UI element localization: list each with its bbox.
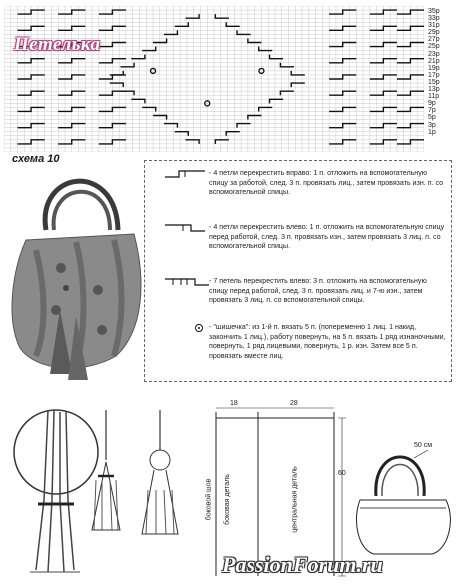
cable-mark — [58, 59, 85, 63]
cable-mark — [99, 43, 126, 47]
cable-mark — [370, 59, 397, 63]
cable-mark — [18, 26, 45, 30]
row-number: 3р — [428, 121, 436, 129]
row-number: 27р — [428, 36, 440, 44]
row-number: 5р — [428, 114, 436, 122]
cable-mark — [121, 91, 135, 95]
cable-mark — [131, 55, 145, 59]
cable-mark — [226, 22, 240, 26]
cable-mark — [370, 26, 397, 30]
handle-length-label: 50 см — [414, 442, 433, 449]
row-number: 35р — [428, 8, 440, 15]
cable-mark — [397, 124, 424, 128]
cable-mark — [329, 59, 356, 63]
cable-mark — [329, 75, 356, 79]
cable-mark — [58, 26, 85, 30]
cable-mark — [226, 132, 240, 136]
cable-mark — [121, 63, 135, 67]
cross-right-4-icon — [165, 169, 205, 179]
cable-mark — [18, 59, 45, 63]
cable-mark — [329, 107, 356, 111]
cross-left-4-icon — [165, 223, 205, 233]
cable-mark — [99, 26, 126, 30]
cable-mark — [370, 91, 397, 95]
cable-mark — [58, 107, 85, 111]
cable-mark — [370, 75, 397, 79]
cable-mark — [131, 99, 145, 103]
cable-mark — [329, 10, 356, 14]
cable-mark — [370, 124, 397, 128]
symbol-legend — [144, 160, 452, 382]
bag-photo — [6, 160, 146, 392]
row-number: 25р — [428, 43, 440, 51]
dim-height: 60 — [338, 470, 346, 477]
row-number: 15р — [428, 78, 440, 86]
cable-mark — [99, 124, 126, 128]
legend-text: - "шишечка": из 1-й п. вязать 5 п. (попеременно 1 лиц. 1 накид, закончить 1 лиц.), работу повернуть, на 5 п. вязать 1 ряд изнаночными, повернуть, 1 ряд лицевыми, повернуть, 1 р. изн. Затем все 5 п. провязать вместе лиц. — [209, 323, 446, 360]
row-number: 33р — [428, 15, 440, 23]
cable-mark — [142, 107, 156, 111]
cable-mark — [397, 10, 424, 14]
cable-mark — [397, 91, 424, 95]
site-logo: Петелька — [14, 34, 101, 55]
legend-text: - 4 петли перекрестить вправо: 1 п. отложить на вспомогательную спицу за работой, след. 3 п. провязать лиц., затем провязать изн. п. со вспомогательной спицы. — [209, 169, 444, 197]
row-number: 7р — [428, 107, 436, 115]
row-number: 11р — [428, 93, 440, 101]
row-number: 31р — [428, 22, 440, 30]
legend-item — [165, 169, 447, 198]
cable-mark — [397, 26, 424, 30]
watermark: PassionForum.ru — [222, 552, 383, 577]
row-number: 13р — [428, 86, 440, 94]
row-number: 9р — [428, 100, 436, 108]
cable-mark — [370, 140, 397, 144]
cable-mark — [259, 47, 273, 51]
cable-mark — [397, 43, 424, 47]
legend-text: - 7 петель перекрестить влево: 3 п. отложить на вспомогательную спицу перед работой, след. 3 п. провязать лиц. и 7-ю изн., затем провязать 3 лиц. п. со вспомогательной спицы. — [209, 277, 427, 305]
cable-mark — [99, 59, 126, 63]
legend-item — [165, 223, 447, 252]
cable-mark — [329, 124, 356, 128]
cable-mark — [329, 43, 356, 47]
cable-mark — [237, 124, 251, 128]
cable-mark — [370, 107, 397, 111]
side-seam-label: боковой шов — [205, 478, 213, 521]
center-part-label: центральная деталь — [291, 466, 299, 533]
cable-mark — [280, 91, 294, 95]
row-number: 19р — [428, 64, 440, 72]
cable-mark — [280, 63, 294, 67]
knitting-chart — [4, 6, 424, 152]
bobble-icon — [165, 323, 205, 333]
cable-mark — [291, 83, 305, 87]
cable-mark — [370, 10, 397, 14]
cable-mark — [397, 59, 424, 63]
cable-mark — [329, 91, 356, 95]
cable-mark — [370, 43, 397, 47]
cable-mark — [291, 71, 305, 75]
cable-mark — [175, 22, 189, 26]
cable-mark — [186, 14, 200, 18]
cable-mark — [99, 107, 126, 111]
cable-mark — [397, 75, 424, 79]
legend-item — [165, 277, 447, 306]
cable-mark — [110, 71, 124, 75]
cable-mark — [58, 140, 85, 144]
cable-mark — [175, 132, 189, 136]
cable-mark — [270, 55, 284, 59]
tassel-illustration — [8, 400, 198, 580]
cable-mark — [18, 10, 45, 14]
cable-mark — [18, 107, 45, 111]
cable-mark — [397, 107, 424, 111]
schema-title: схема 10 — [12, 153, 60, 165]
cable-mark — [99, 140, 126, 144]
cable-mark — [58, 124, 85, 128]
cable-mark — [237, 30, 251, 34]
cable-mark — [58, 91, 85, 95]
cable-mark — [215, 140, 229, 144]
cable-mark — [18, 91, 45, 95]
cable-mark — [186, 140, 200, 144]
cable-mark — [99, 10, 126, 14]
cable-mark — [215, 14, 229, 18]
cable-mark — [329, 140, 356, 144]
cable-mark — [18, 140, 45, 144]
row-number: 29р — [428, 29, 440, 37]
row-number: 21р — [428, 57, 440, 65]
row-number: 23р — [428, 50, 440, 58]
cable-mark — [164, 30, 178, 34]
row-number-column — [428, 8, 458, 136]
row-number: 1р — [428, 128, 436, 136]
bag-sketch — [352, 440, 456, 560]
cable-mark — [270, 99, 284, 103]
cable-mark — [58, 10, 85, 14]
cable-mark — [142, 47, 156, 51]
legend-text: - 4 петли перекрестить влево: 1 п. отложить на вспомогательную спицу перед работой, след. 3 п. провязать изн., затем провязать 3 лиц. п. со вспомогательной спицы. — [209, 223, 445, 251]
dim-left: 18 — [230, 400, 238, 407]
cable-mark — [18, 124, 45, 128]
side-part-label: боковая деталь — [223, 474, 231, 525]
cross-left-7-icon — [165, 277, 209, 287]
cable-mark — [397, 140, 424, 144]
cable-mark — [58, 75, 85, 79]
cable-mark — [110, 83, 124, 87]
cable-mark — [329, 26, 356, 30]
dim-right: 28 — [290, 400, 298, 407]
row-number: 17р — [428, 71, 440, 79]
cable-mark — [164, 124, 178, 128]
cable-mark — [18, 75, 45, 79]
cable-mark — [259, 107, 273, 111]
legend-item — [165, 323, 447, 361]
